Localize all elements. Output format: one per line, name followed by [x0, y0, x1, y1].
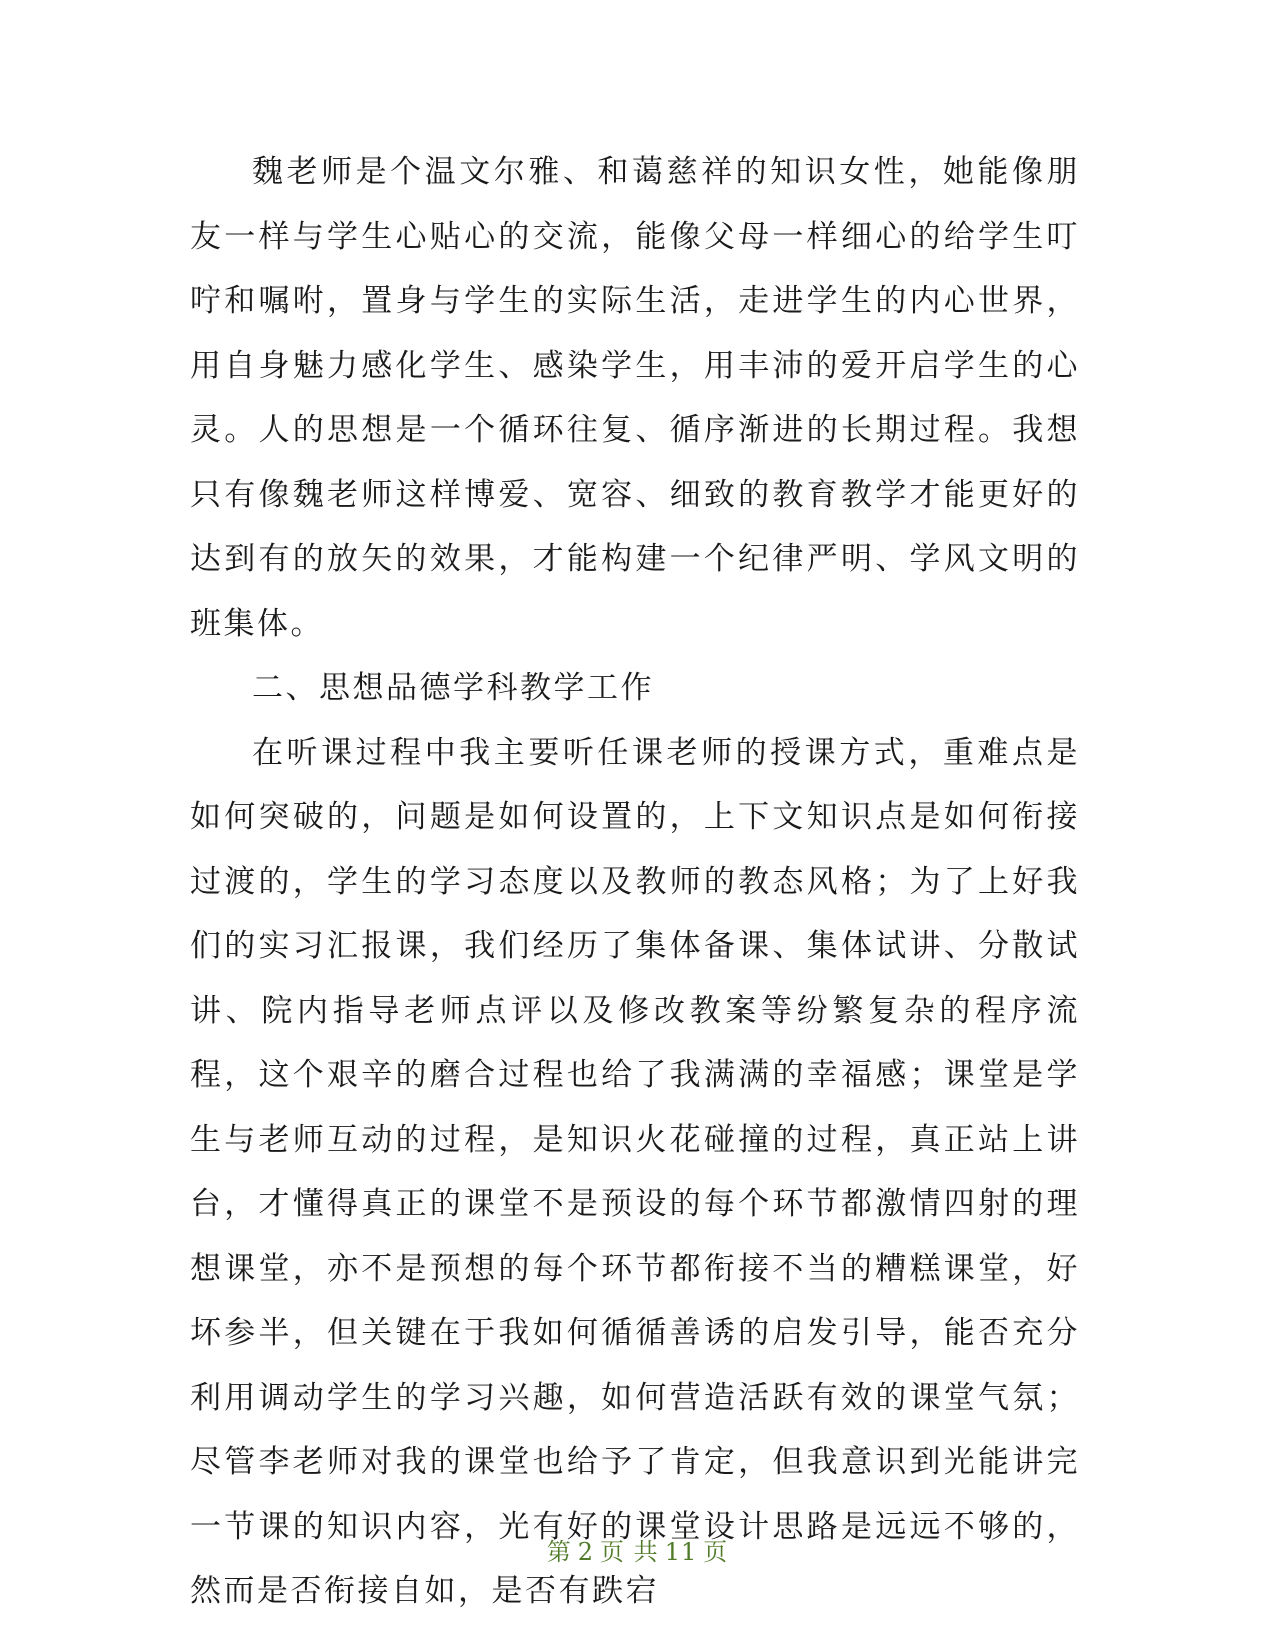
page-footer	[0, 1532, 1275, 1567]
footer-total-pages: 11	[664, 1538, 698, 1566]
document-body	[190, 140, 1080, 1624]
footer-prefix: 第	[546, 1538, 572, 1566]
paragraph-teacher-wei: 魏老师是个温文尔雅、和蔼慈祥的知识女性，她能像朋友一样与学生心贴心的交流，能像父母一样细心的给学生叮咛和嘱咐，置身与学生的实际生活，走进学生的内心世界，用自身魅力感化学生、感染学生，用丰沛的爱开启学生的心灵。人的思想是一个循环往复、循序渐进的长期过程。我想只有像魏老师这样博爱、宽容、细致的教育教学才能更好的达到有的放矢的效果，才能构建一个纪律严明、学风文明的班集体。	[190, 154, 1080, 642]
footer-current-page: 2	[577, 1538, 595, 1566]
footer-suffix: 页	[703, 1538, 729, 1566]
footer-middle: 页 共	[600, 1538, 659, 1566]
section-heading-moral-education: 二、思想品德学科教学工作	[252, 670, 654, 706]
paragraph-lesson-observation: 在听课过程中我主要听任课老师的授课方式，重难点是如何突破的，问题是如何设置的，上下文知识点是如何衔接过渡的，学生的学习态度以及教师的教态风格；为了上好我们的实习汇报课，我们经历了集体备课、集体试讲、分散试讲、院内指导老师点评以及修改教案等纷繁复杂的程序流程，这个艰辛的磨合过程也给了我满满的幸福感；课堂是学生与老师互动的过程，是知识火花碰撞的过程，真正站上讲台，才懂得真正的课堂不是预设的每个环节都激情四射的理想课堂，亦不是预想的每个环节都衔接不当的糟糕课堂，好坏参半，但关键在于我如何循循善诱的启发引导，能否充分利用调动学生的学习兴趣，如何营造活跃有效的课堂气氛；尽管李老师对我的课堂也给予了肯定，但我意识到光能讲完一节课的知识内容，光有好的课堂设计思路是远远不够的，然而是否衔接自如，是否有跌宕	[190, 734, 1080, 1609]
